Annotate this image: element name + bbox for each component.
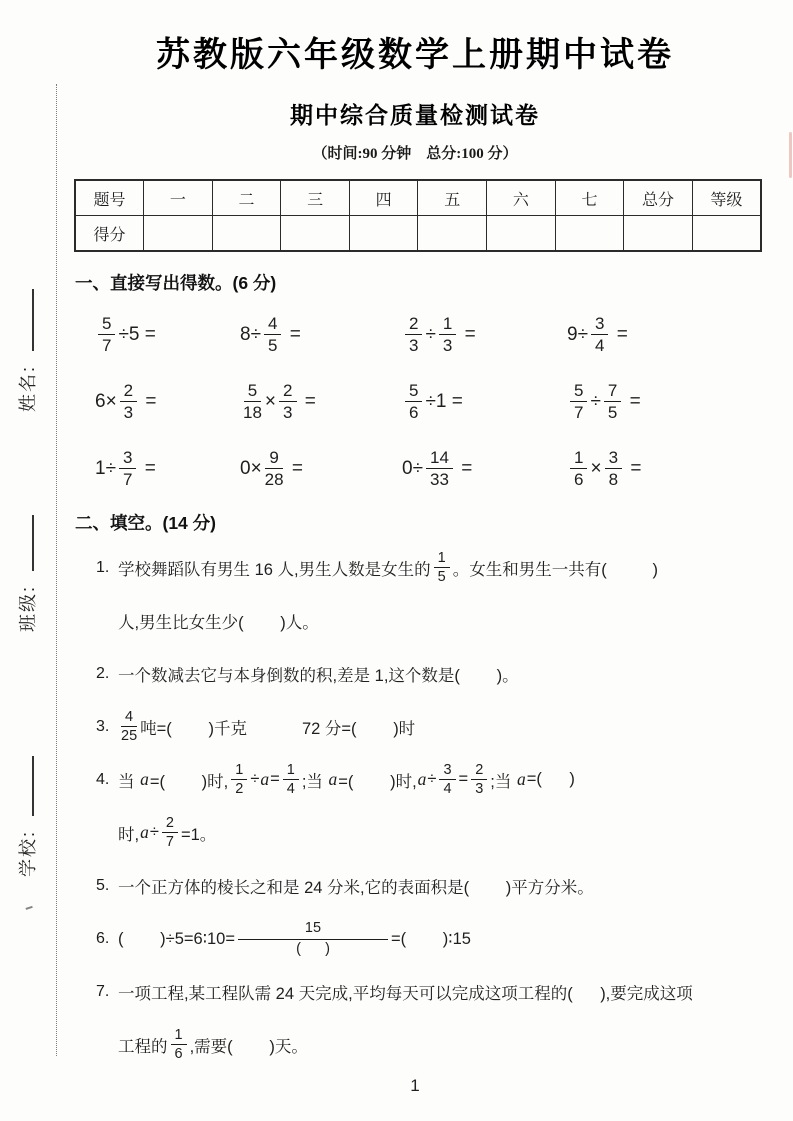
fraction [405,314,422,355]
math-text: = [270,770,280,789]
fraction-numerator: 3 [605,448,622,469]
fraction-numerator: 15 [238,920,388,939]
section-one-heading: 一、直接写出得数。(6 分) [75,273,277,294]
fill-item-line [96,753,768,806]
oral-problem [95,448,240,489]
fraction-numerator: 1 [439,314,456,335]
score-table-header-cell: 二 [212,180,281,216]
math-text: = [624,390,641,412]
scan-red-edge-mark [789,132,792,178]
fraction-denominator: 3 [283,403,293,423]
math-text: 学校舞蹈队有男生 16 人,男生人数是女生的 [118,560,431,579]
fraction-numerator: 7 [604,381,621,402]
math-text: ÷ [427,770,437,789]
fraction [283,762,299,797]
class-field [16,515,40,632]
math-text: = [458,770,469,789]
school-field [16,756,40,877]
fraction-denominator: 28 [264,470,284,490]
fill-in-blank-list [62,541,768,1071]
fraction [264,314,281,355]
fraction [570,381,587,422]
math-text: =( )∶15 [391,929,471,948]
oral-problem [402,314,567,355]
fraction-numerator: 1 [231,762,247,780]
item-number: 7. [96,982,110,1000]
fraction [439,762,455,797]
fraction-denominator: 7 [165,834,174,851]
fraction-numerator: 1 [283,762,299,780]
math-text: ÷ [425,323,436,345]
fraction [171,1027,187,1062]
fraction [604,381,621,422]
fraction [434,550,450,585]
math-text: 8÷ [240,323,261,345]
math-text: 9÷ [567,323,588,345]
math-text: = [611,323,628,345]
fraction-numerator: 2 [120,381,137,402]
score-cell-empty [555,216,624,252]
fraction-numerator: 5 [244,381,261,402]
math-text: ;当 [301,772,328,791]
item-number: 5. [96,876,110,894]
score-table-header-cell: 等级 [692,180,761,216]
fraction [231,762,247,797]
math-text: =( ) [526,770,575,789]
math-text: ÷1 = [425,390,463,412]
fraction-numerator: 1 [434,550,450,568]
fraction [162,815,178,850]
fraction-denominator: 33 [430,470,449,490]
fraction-denominator: 4 [443,781,452,798]
fraction-numerator: 5 [405,381,422,402]
fraction [119,448,136,489]
math-text: 一个数减去它与本身倒数的积,差是 1,这个数是( )。 [118,666,519,685]
fill-item [62,541,768,647]
fill-item-line [96,859,768,912]
fraction [243,381,262,422]
name-label: 姓名: [18,364,38,412]
school-label: 学校: [18,829,38,877]
score-cell-empty [487,216,556,252]
fill-item-line [96,700,768,753]
math-text: 一个正方体的棱长之和是 24 分米,它的表面积是( )平方分米。 [118,878,594,897]
fraction [591,314,608,355]
fraction-denominator: 4 [286,781,295,798]
item-number: 1. [96,558,110,576]
fill-item [62,700,768,753]
fraction-denominator: 3 [123,403,134,423]
fraction-denominator: 7 [574,403,584,423]
fraction-numerator: 3 [439,762,455,780]
fraction-denominator: 3 [409,336,419,356]
class-blank-line [32,515,34,571]
fill-item-line [96,647,768,700]
math-text: ÷5 = [118,323,156,345]
math-text: ( )÷5=6∶10= [118,929,235,948]
fill-item [62,965,768,1071]
math-text: 0÷ [402,457,423,479]
math-text: = [299,390,316,412]
oral-problem [567,314,768,355]
fraction [120,381,137,422]
oral-problem [402,448,567,489]
math-text: × [264,390,277,412]
fraction-numerator: 2 [471,762,487,780]
fraction-numerator: 14 [426,448,453,469]
math-text: = [139,457,156,479]
math-text: × [590,457,602,479]
fill-item-line [96,912,768,965]
page-number: 1 [410,1076,420,1095]
oral-calculation-grid [95,301,768,502]
score-cell-empty [144,216,213,252]
fill-item-line [118,594,768,647]
score-cell-empty [692,216,761,252]
math-text: 一项工程,某工程队需 24 天完成,平均每天可以完成这项工程的( ),要完成这项 [118,984,693,1003]
math-text: = [459,323,476,345]
item-number: 4. [96,770,110,788]
fraction-numerator: 9 [265,448,282,469]
fraction-denominator: 5 [268,336,278,356]
math-variable: a [140,822,149,843]
fraction [279,381,296,422]
fraction [98,314,115,355]
score-table-header-cell: 三 [281,180,350,216]
fraction-denominator: 7 [102,336,112,356]
fraction [405,381,422,422]
fraction [426,448,453,489]
oral-problem [240,314,402,355]
fraction-denominator: 6 [409,403,419,423]
fraction-denominator: 7 [123,470,133,490]
fill-item [62,912,768,965]
math-text: 1÷ [95,457,116,479]
math-variable: a [260,769,270,790]
math-text: 时, [118,825,140,844]
fraction-numerator: 3 [119,448,136,469]
document-title: 苏教版六年级数学上册期中试卷 [156,36,674,74]
fraction-numerator: 4 [264,314,281,335]
math-variable: a [516,769,526,790]
math-text: = [140,390,157,412]
score-table-header-cell: 题号 [75,180,144,216]
fraction-numerator: 1 [570,448,587,469]
section-two-heading: 二、填空。(14 分) [75,513,216,534]
oral-problem [567,381,768,422]
main-content [62,0,768,1095]
scan-artifact-tick [24,902,33,910]
fraction-numerator: 5 [570,381,587,402]
fill-item [62,859,768,912]
math-text: ,需要( )天。 [189,1037,308,1056]
fraction-denominator: 3 [475,781,484,798]
score-table-header-row [75,180,761,216]
math-text: 6× [95,390,117,412]
score-table [74,179,762,252]
item-number: 3. [96,717,110,735]
fraction [265,448,284,489]
fraction-denominator: ( ) [296,940,330,957]
school-blank-line [32,756,34,816]
math-text: ÷ [590,390,601,412]
oral-problem [240,448,402,489]
score-cell-empty [212,216,281,252]
fraction-denominator: 18 [243,403,262,423]
score-cell-empty [281,216,350,252]
paper-title: 期中综合质量检测试卷 [290,102,540,129]
fill-item [62,647,768,700]
math-variable: a [328,769,338,790]
oral-problem [567,448,768,489]
paper-meta-line: （时间:90 分钟 总分:100 分） [312,146,518,163]
item-number: 6. [96,929,110,947]
name-blank-line [32,289,34,351]
oral-problem [240,381,402,422]
oral-problem [402,381,567,422]
fraction-numerator: 3 [591,314,608,335]
fill-item-line [118,806,768,859]
math-text: = [284,323,301,345]
math-text: = [286,457,303,479]
fraction-numerator: 2 [162,815,178,833]
score-cell-empty [418,216,487,252]
math-variable: a [417,769,427,790]
math-text: 吨=( )千克 72 分=( )时 [140,719,416,738]
fraction-denominator: 25 [121,728,138,745]
score-table-header-cell: 五 [418,180,487,216]
oral-problem [95,381,240,422]
fraction-numerator: 2 [279,381,296,402]
math-text: =1。 [180,825,217,844]
name-field [16,289,40,412]
math-text: ÷ [250,770,260,789]
fill-item-line [118,1018,768,1071]
math-text: 0× [240,457,262,479]
score-table-header-cell: 总分 [624,180,693,216]
math-text: 。女生和男生一共有( ) [452,560,659,579]
fraction-numerator: 5 [98,314,115,335]
fraction-denominator: 3 [442,336,453,356]
fraction [471,762,487,797]
item-number: 2. [96,664,110,682]
fraction-denominator: 5 [437,569,446,586]
fraction-denominator: 2 [235,781,244,798]
fraction-denominator: 5 [607,403,618,423]
fraction-denominator: 6 [174,1046,183,1063]
fraction-numerator: 4 [121,709,137,727]
math-text: =( )时, [338,772,417,791]
fraction [570,448,587,489]
fraction-denominator: 4 [595,336,605,356]
math-text: =( )时, [149,772,229,791]
score-cell-empty [349,216,418,252]
fraction [121,709,137,744]
fill-item-line [96,965,768,1018]
fraction [238,920,388,956]
fraction [605,448,622,489]
score-row-label: 得分 [75,216,144,252]
binding-dotted-line [56,84,57,1056]
math-text: = [625,457,642,479]
math-variable: a [140,769,149,790]
fraction-denominator: 6 [574,470,584,490]
oral-problem [95,314,240,355]
score-table-score-row [75,216,761,252]
fraction-numerator: 2 [405,314,422,335]
fill-item-line [96,541,768,594]
fraction [439,314,456,355]
math-text: 工程的 [118,1037,168,1056]
score-table-header-cell: 七 [555,180,624,216]
score-cell-empty [624,216,693,252]
class-label: 班级: [18,584,38,632]
math-text: 当 [118,772,140,791]
score-table-header-cell: 六 [487,180,556,216]
fill-item [62,753,768,859]
fraction-numerator: 1 [171,1027,187,1045]
math-text: ÷ [149,823,159,842]
fraction-denominator: 8 [608,470,619,490]
math-text: = [455,457,473,479]
score-table-header-cell: 四 [349,180,418,216]
math-text: 人,男生比女生少( )人。 [118,613,319,632]
math-text: ;当 [490,772,516,791]
score-table-header-cell: 一 [144,180,213,216]
